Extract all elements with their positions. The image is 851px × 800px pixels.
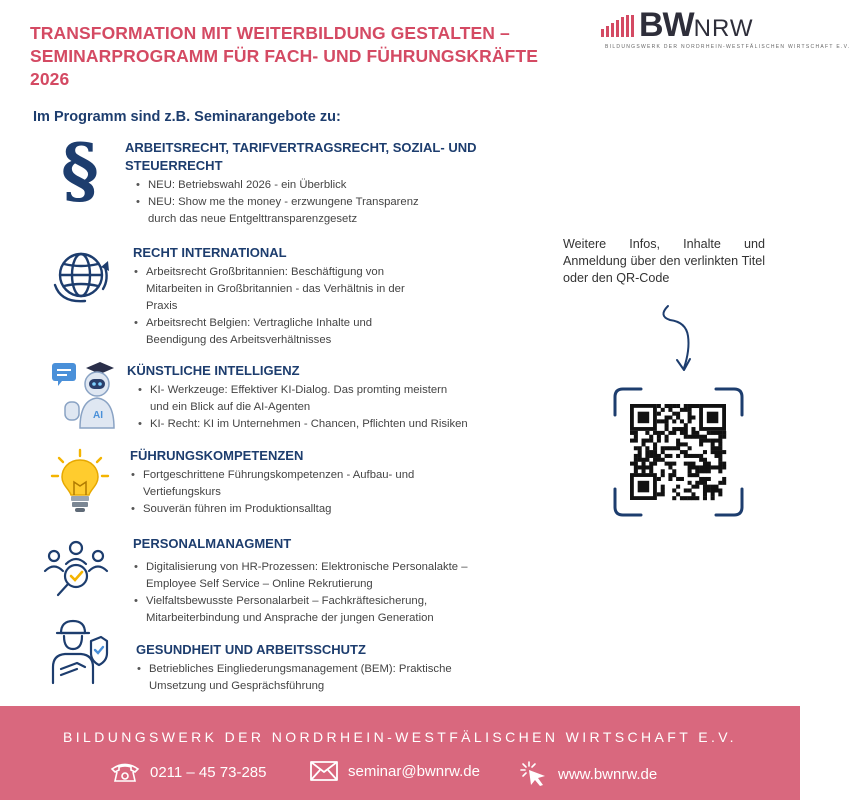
qr-module [630, 439, 634, 443]
qr-module [718, 488, 722, 492]
bwnrw-logo[interactable] [597, 6, 851, 50]
qr-module [711, 496, 715, 500]
section-fuehrungskompetenzen [130, 447, 550, 518]
qr-module [688, 435, 692, 439]
qr-module [722, 477, 726, 481]
info-text: Weitere Infos, Inhalte und Anmeldung über den verlinkten Titel oder den QR-Code [563, 237, 765, 285]
qr-module [707, 439, 711, 443]
qr-module [707, 431, 711, 435]
qr-module [684, 431, 688, 435]
qr-module [676, 446, 680, 450]
title-line: 2026 [30, 69, 70, 89]
qr-module [657, 435, 661, 439]
qr-module [718, 442, 722, 446]
section-title[interactable]: RECHT INTERNATIONAL [133, 245, 287, 260]
qr-module [657, 439, 661, 443]
qr-module [665, 416, 669, 420]
qr-module [668, 477, 672, 481]
qr-module [638, 465, 642, 469]
qr-module [688, 488, 692, 492]
qr-module [676, 427, 680, 431]
qr-module [691, 435, 695, 439]
section-title[interactable]: KÜNSTLICHE INTELLIGENZ [127, 363, 300, 378]
qr-module [688, 473, 692, 477]
list-item[interactable]: • KI- Recht: KI im Unternehmen - Chancen, Pflichten und Risiken [137, 416, 547, 433]
qr-module [665, 454, 669, 458]
list-item[interactable]: • Digitalisierung von HR-Prozessen: Elektronische Personalakte – Employee Self Service – Online Rekrutierung [133, 559, 553, 593]
qr-module [691, 462, 695, 466]
section-title[interactable]: ARBEITSRECHT, TARIFVERTRAGSRECHT, SOZIAL- UND STEUERRECHT [125, 140, 477, 173]
lightbulb-icon [50, 448, 110, 518]
qr-module [699, 477, 703, 481]
qr-module [688, 446, 692, 450]
qr-module [703, 485, 707, 489]
qr-module [714, 454, 718, 458]
qr-module [688, 454, 692, 458]
qr-module [668, 454, 672, 458]
qr-module [657, 412, 661, 416]
qr-module [695, 404, 699, 408]
section-title[interactable]: PERSONALMANAGMENT [133, 536, 292, 551]
qr-module [714, 485, 718, 489]
qr-module [634, 439, 638, 443]
qr-module [703, 450, 707, 454]
qr-module [649, 439, 653, 443]
qr-module [630, 431, 634, 435]
qr-module [668, 446, 672, 450]
logo-subtitle: BILDUNGSWERK DER NORDRHEIN-WESTFÄLISCHEN WIRTSCHAFT E.V. [605, 44, 851, 50]
curved-arrow-icon [650, 300, 710, 380]
qr-module [711, 485, 715, 489]
qr-module [642, 458, 646, 462]
qr-module [714, 488, 718, 492]
qr-module [711, 446, 715, 450]
qr-module [707, 488, 711, 492]
qr-module [645, 454, 649, 458]
qr-module [718, 469, 722, 473]
qr-module [668, 462, 672, 466]
qr-module [680, 496, 684, 500]
qr-code-image [613, 387, 744, 517]
qr-module [645, 450, 649, 454]
qr-module [649, 469, 653, 473]
section-recht-international [133, 244, 553, 349]
qr-module [718, 450, 722, 454]
qr-module [665, 446, 669, 450]
qr-module [661, 458, 665, 462]
people-search-icon [42, 538, 110, 600]
qr-module [661, 469, 665, 473]
qr-module [657, 477, 661, 481]
qr-module [657, 454, 661, 458]
qr-module [661, 408, 665, 412]
qr-module [711, 442, 715, 446]
qr-module [703, 469, 707, 473]
phone-number[interactable]: 0211 – 45 73-285 [150, 763, 267, 781]
list-item[interactable]: • Arbeitsrecht Belgien: Vertragliche Inhalte und Beendigung des Arbeitsverhältnisses [133, 315, 553, 349]
qr-module [703, 458, 707, 462]
qr-module [711, 450, 715, 454]
qr-module [688, 496, 692, 500]
qr-module [661, 450, 665, 454]
qr-module [718, 435, 722, 439]
section-title[interactable]: FÜHRUNGSKOMPETENZEN [130, 448, 304, 463]
qr-module [676, 492, 680, 496]
qr-module [695, 435, 699, 439]
qr-finder-pattern [707, 412, 719, 424]
footer [0, 706, 800, 800]
qr-module [676, 442, 680, 446]
globe-icon [51, 245, 113, 307]
qr-module [634, 465, 638, 469]
qr-module [661, 492, 665, 496]
qr-module [638, 458, 642, 462]
section-personalmanagment [133, 535, 553, 627]
qr-module [688, 465, 692, 469]
worker-shield-icon [47, 617, 109, 687]
qr-module [691, 454, 695, 458]
qr-module [699, 465, 703, 469]
mail-icon [310, 761, 338, 781]
qr-module [657, 492, 661, 496]
qr-module [672, 469, 676, 473]
qr-module [718, 462, 722, 466]
qr-module [680, 408, 684, 412]
qr-module [642, 469, 646, 473]
qr-module [684, 462, 688, 466]
qr-module [672, 419, 676, 423]
qr-module [668, 408, 672, 412]
qr-module [665, 439, 669, 443]
qr-module [649, 435, 653, 439]
qr-module [665, 462, 669, 466]
list-item[interactable]: • KI- Werkzeuge: Effektiver KI-Dialog. Das promting meistern und ein Blick auf die AI-Agenten [137, 382, 547, 416]
qr-module [684, 435, 688, 439]
logo-bars-icon [597, 15, 637, 37]
list-item[interactable]: • Souverän führen im Produktionsalltag [130, 501, 550, 518]
paragraph-icon [55, 127, 105, 212]
qr-code[interactable] [613, 387, 744, 517]
qr-module [672, 473, 676, 477]
qr-module [680, 450, 684, 454]
qr-module [691, 427, 695, 431]
qr-module [722, 481, 726, 485]
qr-module [645, 439, 649, 443]
qr-module [661, 431, 665, 435]
qr-module [661, 485, 665, 489]
logo-main-text: BW [639, 6, 694, 44]
qr-module [676, 404, 680, 408]
qr-module [718, 431, 722, 435]
qr-module [684, 423, 688, 427]
qr-module [718, 458, 722, 462]
qr-module [711, 439, 715, 443]
qr-module [703, 488, 707, 492]
qr-module [665, 435, 669, 439]
qr-module [642, 465, 646, 469]
list-item[interactable]: • Fortgeschrittene Führungskompetenzen - Aufbau- und Vertiefungskurs [130, 467, 550, 501]
qr-module [680, 431, 684, 435]
qr-module [680, 427, 684, 431]
qr-module [657, 404, 661, 408]
qr-module [718, 446, 722, 450]
qr-module [718, 439, 722, 443]
qr-module [676, 416, 680, 420]
footer-phone[interactable] [110, 761, 267, 783]
qr-module [691, 473, 695, 477]
qr-module [688, 412, 692, 416]
qr-module [718, 492, 722, 496]
qr-module [707, 469, 711, 473]
qr-module [657, 458, 661, 462]
qr-module [718, 465, 722, 469]
qr-module [722, 465, 726, 469]
qr-module [676, 412, 680, 416]
qr-module [672, 488, 676, 492]
qr-module [653, 454, 657, 458]
qr-module [711, 465, 715, 469]
qr-module [691, 431, 695, 435]
qr-module [630, 462, 634, 466]
svg-text:AI: AI [93, 410, 103, 421]
qr-module [714, 446, 718, 450]
qr-module [684, 404, 688, 408]
qr-module [661, 419, 665, 423]
qr-module [688, 419, 692, 423]
logo-suffix-text: NRW [693, 15, 754, 42]
qr-module [672, 446, 676, 450]
qr-module [703, 481, 707, 485]
qr-module [657, 419, 661, 423]
qr-module [661, 473, 665, 477]
qr-module [672, 412, 676, 416]
qr-module [688, 416, 692, 420]
qr-module [661, 488, 665, 492]
qr-module [661, 446, 665, 450]
title-line: TRANSFORMATION MIT WEITERBILDUNG GESTALTEN – [30, 23, 510, 43]
qr-module [714, 439, 718, 443]
qr-module [707, 462, 711, 466]
qr-module [688, 408, 692, 412]
svg-text:§: § [61, 127, 99, 212]
qr-module [684, 427, 688, 431]
qr-module [699, 439, 703, 443]
qr-module [695, 469, 699, 473]
footer-org-name: BILDUNGSWERK DER NORDRHEIN-WESTFÄLISCHEN WIRTSCHAFT E.V. [63, 729, 737, 745]
qr-module [703, 439, 707, 443]
intro-text: Im Programm sind z.B. Seminarangebote zu: [33, 109, 341, 125]
qr-module [699, 435, 703, 439]
qr-module [695, 496, 699, 500]
qr-module [688, 462, 692, 466]
qr-module [722, 450, 726, 454]
qr-module [684, 496, 688, 500]
qr-module [680, 477, 684, 481]
qr-module [714, 465, 718, 469]
qr-module [645, 446, 649, 450]
section-title[interactable]: GESUNDHEIT UND ARBEITSSCHUTZ [136, 642, 366, 657]
qr-module [672, 427, 676, 431]
section-gesundheit [136, 641, 556, 695]
qr-module [707, 477, 711, 481]
ai-robot-icon [50, 360, 115, 430]
qr-module [657, 431, 661, 435]
qr-module [711, 492, 715, 496]
qr-module [665, 419, 669, 423]
qr-module [638, 454, 642, 458]
qr-module [676, 454, 680, 458]
qr-module [680, 419, 684, 423]
qr-module [653, 431, 657, 435]
qr-module [703, 462, 707, 466]
cursor-click-icon [520, 761, 548, 787]
qr-module [707, 465, 711, 469]
qr-module [645, 458, 649, 462]
qr-module [714, 450, 718, 454]
qr-module [676, 439, 680, 443]
qr-module [642, 439, 646, 443]
qr-module [688, 404, 692, 408]
qr-module [668, 465, 672, 469]
qr-module [695, 481, 699, 485]
qr-module [722, 462, 726, 466]
qr-module [649, 454, 653, 458]
list-item[interactable]: • Vielfaltsbewusste Personalarbeit – Fachkräftesicherung, Mitarbeiterbindung und Ansprache der jungen Generation [133, 593, 553, 627]
qr-module [634, 458, 638, 462]
footer-web[interactable] [520, 761, 657, 787]
qr-module [714, 431, 718, 435]
qr-module [634, 435, 638, 439]
qr-module [672, 496, 676, 500]
qr-module [703, 492, 707, 496]
qr-module [688, 469, 692, 473]
qr-module [653, 458, 657, 462]
qr-module [642, 442, 646, 446]
title-line: SEMINARPROGRAMM FÜR FACH- UND FÜHRUNGSKRÄFTE [30, 46, 538, 66]
qr-module [634, 462, 638, 466]
section-ki [127, 362, 547, 433]
list-item[interactable]: • Arbeitsrecht Großbritannien: Beschäftigung von Mitarbeiten in Großbritannien - das Verhältnis in der Praxis [133, 264, 553, 315]
list-item[interactable]: • NEU: Show me the money - erzwungene Transparenz durch das neue Entgelttransparenzgesetz [135, 194, 545, 228]
website-link[interactable]: www.bwnrw.de [558, 765, 658, 783]
qr-module [638, 446, 642, 450]
qr-module [653, 462, 657, 466]
qr-module [703, 496, 707, 500]
qr-finder-pattern [638, 481, 650, 493]
qr-module [722, 435, 726, 439]
qr-module [684, 408, 688, 412]
qr-module [691, 404, 695, 408]
qr-module [718, 481, 722, 485]
qr-module [668, 416, 672, 420]
qr-module [695, 454, 699, 458]
qr-module [691, 496, 695, 500]
qr-module [676, 485, 680, 489]
qr-module [653, 442, 657, 446]
qr-module [638, 450, 642, 454]
qr-module [665, 423, 669, 427]
qr-module [684, 450, 688, 454]
qr-module [653, 446, 657, 450]
qr-module [668, 404, 672, 408]
qr-module [695, 465, 699, 469]
qr-module [718, 454, 722, 458]
qr-module [722, 431, 726, 435]
qr-module [684, 454, 688, 458]
footer-email[interactable] [310, 761, 480, 781]
qr-module [665, 427, 669, 431]
qr-module [634, 431, 638, 435]
qr-module [695, 431, 699, 435]
qr-module [699, 442, 703, 446]
qr-module [703, 435, 707, 439]
section-arbeitsrecht [125, 139, 545, 228]
qr-module [711, 431, 715, 435]
qr-module [695, 473, 699, 477]
qr-module [672, 431, 676, 435]
qr-module [695, 485, 699, 489]
qr-module [649, 465, 653, 469]
qr-module [680, 442, 684, 446]
qr-module [703, 465, 707, 469]
qr-module [649, 462, 653, 466]
qr-module [676, 477, 680, 481]
qr-module [699, 458, 703, 462]
qr-module [699, 454, 703, 458]
qr-module [684, 488, 688, 492]
list-item[interactable]: • NEU: Betriebswahl 2026 - ein Überblick [135, 177, 545, 194]
qr-module [665, 404, 669, 408]
qr-module [684, 442, 688, 446]
qr-module [688, 481, 692, 485]
qr-module [668, 431, 672, 435]
qr-module [649, 450, 653, 454]
qr-module [645, 431, 649, 435]
page-title [30, 22, 570, 91]
qr-module [642, 462, 646, 466]
list-item[interactable]: • Betriebliches Eingliederungsmanagement (BEM): Praktische Umsetzung und Gesprächsführung [136, 661, 556, 695]
qr-module [634, 469, 638, 473]
qr-module [703, 477, 707, 481]
qr-module [691, 416, 695, 420]
qr-module [653, 450, 657, 454]
qr-module [707, 485, 711, 489]
phone-icon [110, 761, 140, 783]
qr-module [634, 454, 638, 458]
qr-module [699, 469, 703, 473]
qr-module [711, 488, 715, 492]
email-address[interactable]: seminar@bwnrw.de [348, 762, 480, 780]
qr-module [691, 492, 695, 496]
qr-module [672, 404, 676, 408]
qr-finder-pattern [638, 412, 650, 424]
qr-module [668, 473, 672, 477]
qr-module [699, 481, 703, 485]
qr-module [672, 462, 676, 466]
qr-module [645, 465, 649, 469]
qr-module [634, 446, 638, 450]
qr-module [691, 465, 695, 469]
qr-module [691, 485, 695, 489]
